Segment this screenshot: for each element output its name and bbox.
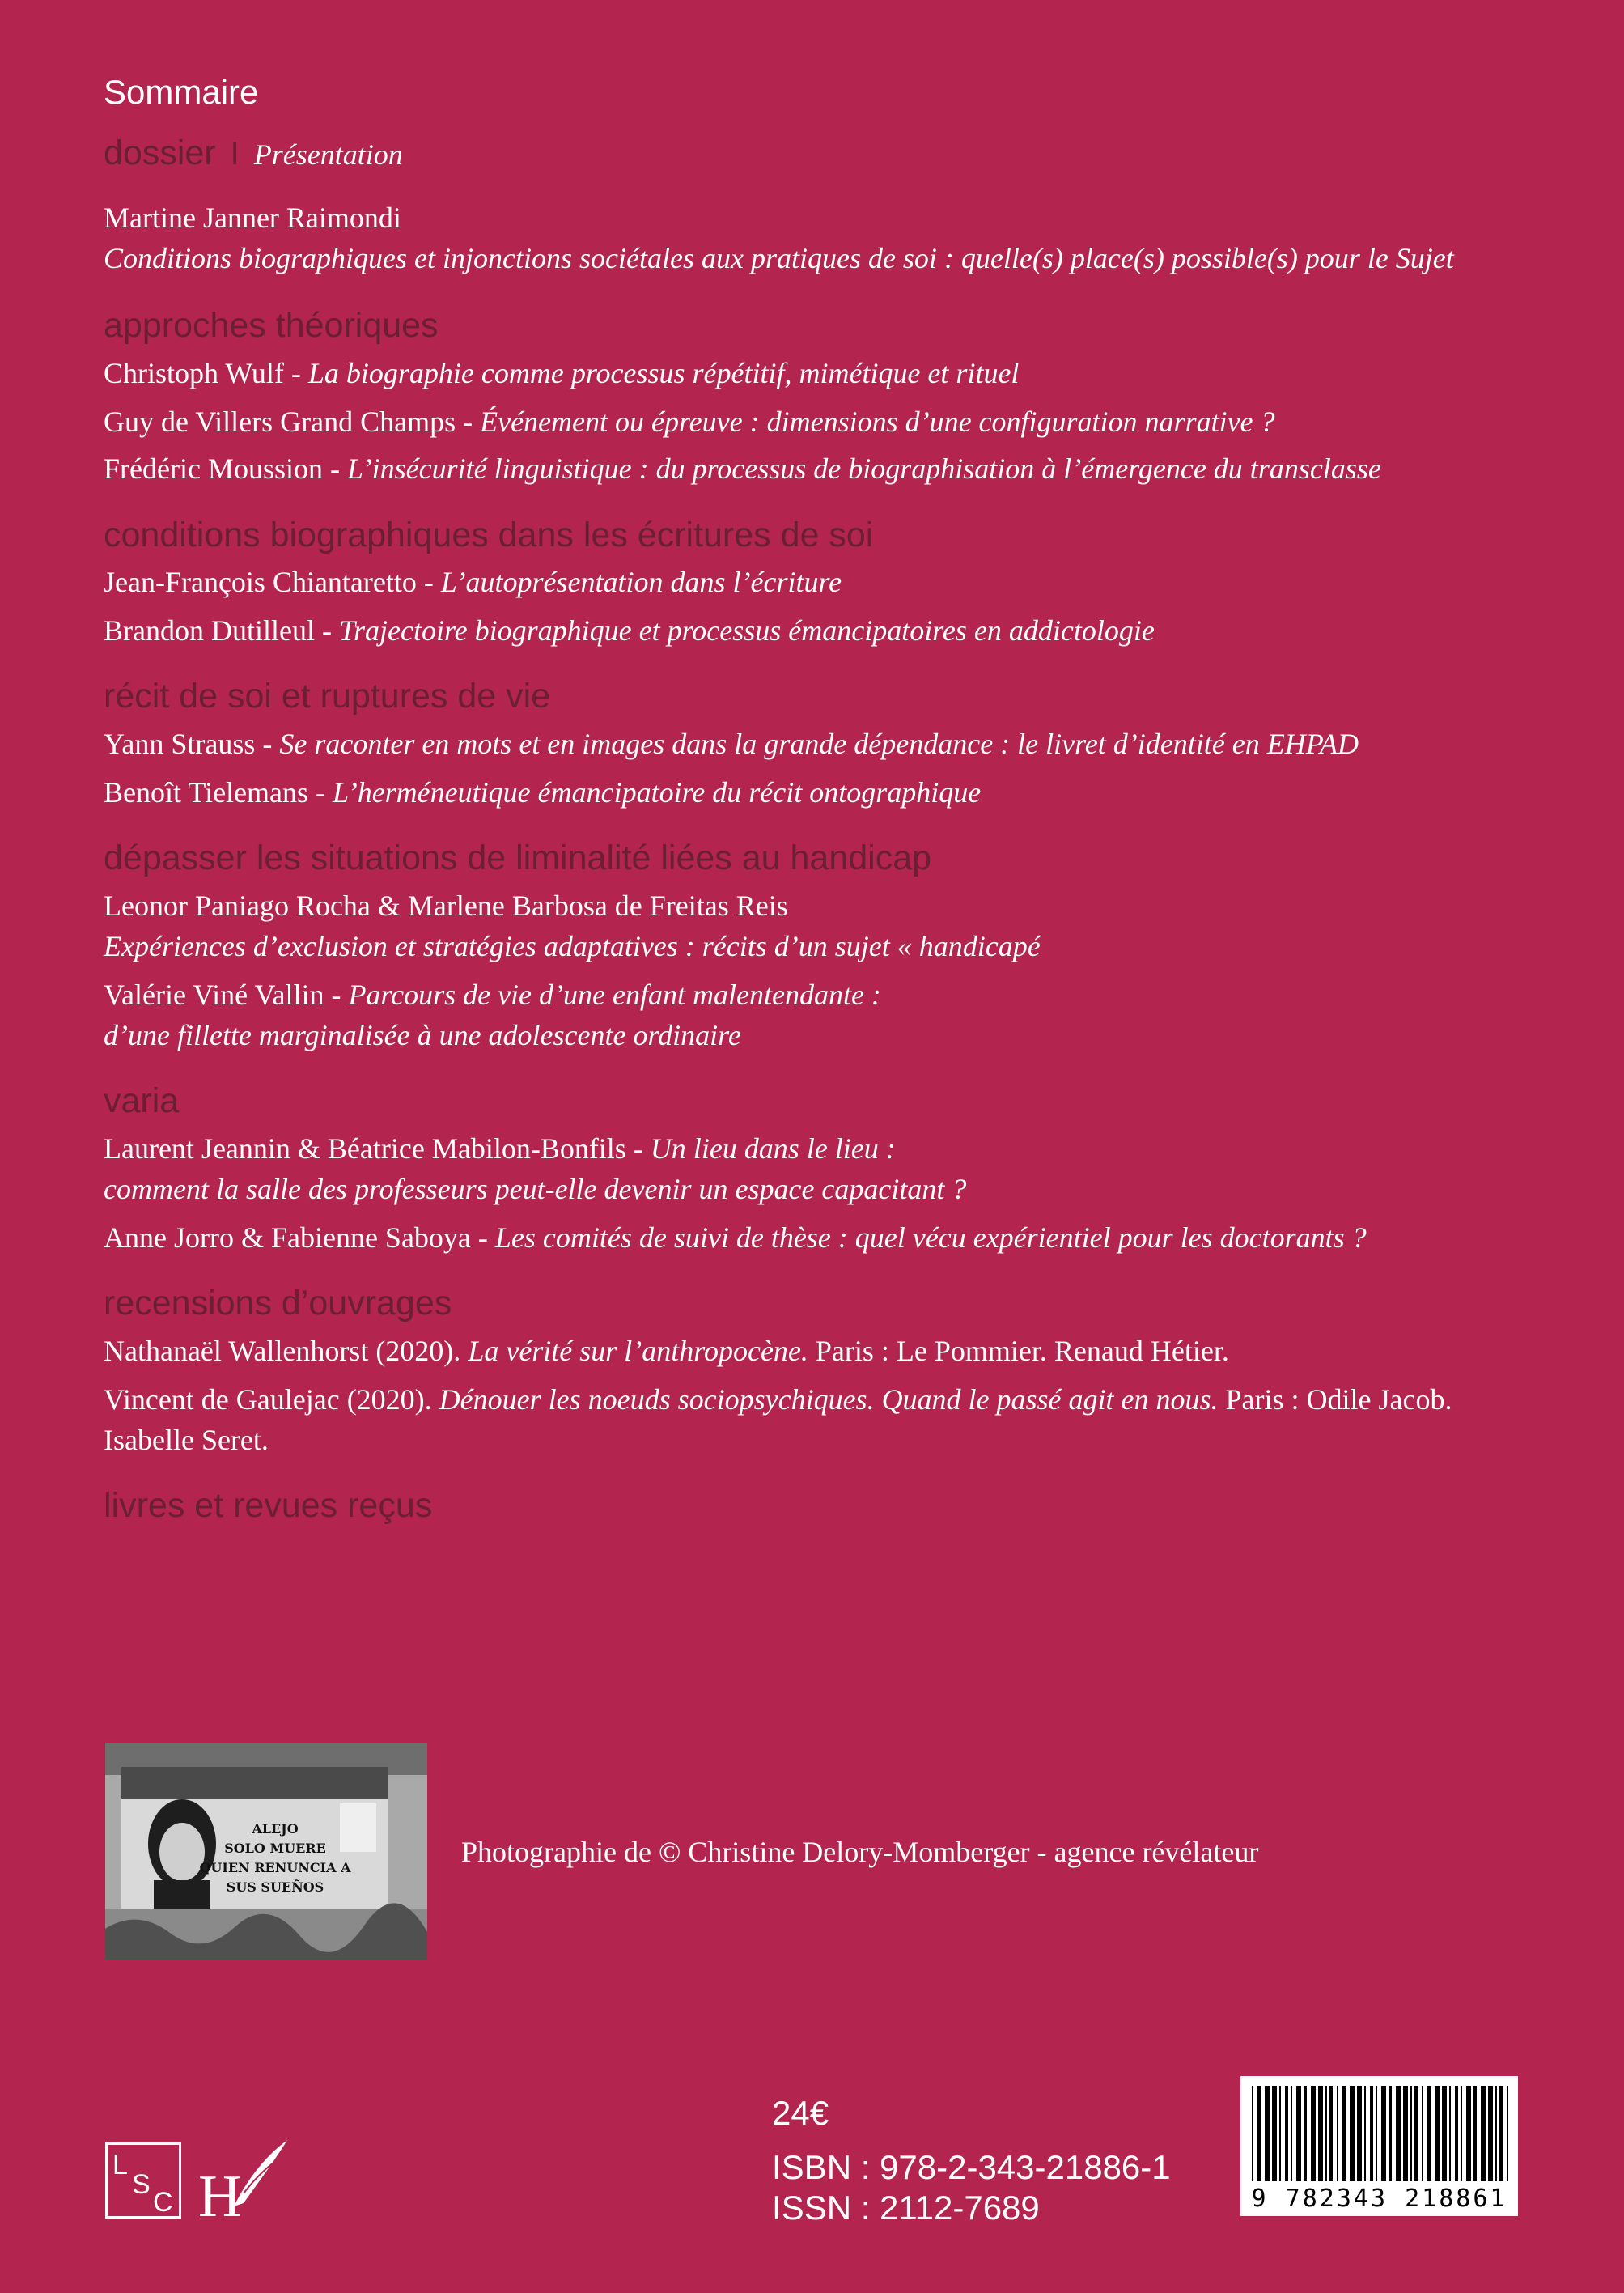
toc-entry: Benoît Tielemans - L’herméneutique émancipatoire du récit ontographique — [104, 776, 982, 809]
barcode-bar — [1337, 2086, 1338, 2181]
barcode-bar — [1370, 2086, 1373, 2181]
barcode-bar — [1376, 2086, 1377, 2181]
barcode-bar — [1296, 2086, 1301, 2181]
barcode-bar — [1285, 2086, 1288, 2181]
barcode-bar — [1427, 2086, 1431, 2181]
barcode-bar — [1357, 2086, 1362, 2181]
barcode-bar — [1257, 2086, 1261, 2181]
toc-entry: Guy de Villers Grand Champs - Événement ou épreuve : dimensions d’une configuration narrative ? — [104, 406, 1275, 438]
lsc-logo-letter: S — [132, 2169, 151, 2200]
section-heading-recit: récit de soi et ruptures de vie — [104, 677, 551, 716]
stencil-line: SUS SUEÑOS — [226, 1879, 324, 1895]
barcode-digits: 9 782343 218861 — [1251, 2185, 1507, 2213]
barcode-bar — [1389, 2086, 1392, 2181]
barcode-bar — [1473, 2086, 1477, 2181]
lsc-logo-letter: L — [112, 2150, 128, 2180]
barcode-bar — [1381, 2086, 1386, 2181]
stencil-line: QUIEN RENUNCIA A — [199, 1860, 351, 1875]
barcode-bar — [1311, 2086, 1316, 2181]
barcode-bar — [1507, 2086, 1508, 2181]
lsc-logo-letter: C — [153, 2187, 173, 2218]
barcode-bar — [1396, 2086, 1401, 2181]
toc-entry: Jean-François Chiantaretto - L’autoprésentation dans l’écriture — [104, 566, 842, 598]
barcode-bar — [1325, 2086, 1327, 2181]
barcode-bar — [1495, 2086, 1497, 2181]
section-heading-recensions: recensions d’ouvrages — [104, 1284, 452, 1323]
toc-entry-title-cont: d’une fillette marginalisée à une adolescente ordinaire — [104, 1019, 741, 1051]
harmattan-letter: H — [198, 2163, 242, 2224]
dossier-heading — [104, 134, 403, 173]
barcode-bar — [1272, 2086, 1277, 2181]
barcode-bar — [1291, 2086, 1292, 2181]
barcode-bar — [1318, 2086, 1323, 2181]
dossier-label: dossier — [104, 134, 216, 172]
toc-entry-title: Expériences d’exclusion et stratégies adaptatives : récits d’un sujet « handicapé — [104, 930, 1041, 962]
intro-title: Conditions biographiques et injonctions sociétales aux pratiques de soi : quelle(s) place(s) possible(s) pour le Sujet — [104, 242, 1454, 274]
barcode-bar — [1414, 2086, 1418, 2181]
barcode-bar — [1265, 2086, 1270, 2181]
barcode-bar — [1481, 2086, 1486, 2181]
toc-entry: Brandon Dutilleul - Trajectoire biographique et processus émancipatoires en addictologie — [104, 614, 1155, 647]
harmattan-logo — [197, 2135, 294, 2224]
toc-entry: Valérie Viné Vallin - Parcours de vie d’une enfant malentendante : — [104, 979, 881, 1011]
toc-entry-cont: Isabelle Seret. — [104, 1424, 269, 1456]
toc-entry: Frédéric Moussion - L’insécurité linguistique : du processus de biographisation à l’émergence du transclasse — [104, 452, 1381, 485]
lsc-logo — [105, 2142, 181, 2219]
toc-entry-title-cont: comment la salle des professeurs peut-elle devenir un espace capacitant ? — [104, 1173, 967, 1205]
cover-photograph — [105, 1743, 427, 1960]
barcode-bar — [1304, 2086, 1307, 2181]
barcode-bar — [1466, 2086, 1471, 2181]
barcode-bar — [1279, 2086, 1281, 2181]
toc-entry: Anne Jorro & Fabienne Saboya - Les comités de suivi de thèse : quel vécu expérientiel pour les doctorants ? — [104, 1221, 1367, 1254]
barcode-bar — [1435, 2086, 1440, 2181]
intro-author: Martine Janner Raimondi — [104, 202, 401, 234]
barcode-bar — [1364, 2086, 1366, 2181]
price: 24€ — [772, 2094, 829, 2132]
barcode-bar — [1499, 2086, 1503, 2181]
section-heading-livres: livres et revues reçus — [104, 1486, 433, 1525]
barcode-bar — [1342, 2086, 1346, 2181]
issn: ISSN : 2112-7689 — [772, 2189, 1040, 2227]
section-heading-conditions: conditions biographiques dans les écritures de soi — [104, 516, 874, 554]
barcode-bar — [1461, 2086, 1462, 2181]
photo-credit: Photographie de © Christine Delory-Momberger - agence révélateur — [461, 1836, 1259, 1868]
toc-entry: Vincent de Gaulejac (2020). Dénouer les noeuds sociopsychiques. Quand le passé agit en nous. Paris : Odile Jacob. — [104, 1383, 1452, 1416]
toc-entry: Laurent Jeannin & Béatrice Mabilon-Bonfils - Un lieu dans le lieu : — [104, 1132, 896, 1165]
toc-entry: Christoph Wulf - La biographie comme processus répétitif, mimétique et rituel — [104, 357, 1020, 389]
stencil-line: ALEJO — [252, 1821, 299, 1837]
dossier-separator: I — [230, 136, 240, 172]
barcode-bar — [1422, 2086, 1423, 2181]
section-heading-handicap: dépasser les situations de liminalité liées au handicap — [104, 839, 932, 877]
barcode-bar — [1455, 2086, 1458, 2181]
barcode — [1240, 2076, 1518, 2216]
dossier-presentation: Présentation — [253, 138, 403, 171]
barcode-bar — [1252, 2086, 1253, 2181]
barcode-bar — [1449, 2086, 1451, 2181]
photo-graphic — [105, 1743, 427, 1960]
barcode-bar — [1442, 2086, 1447, 2181]
isbn: ISBN : 978-2-343-21886-1 — [772, 2148, 1171, 2186]
section-heading-varia: varia — [104, 1081, 180, 1120]
page-title: Sommaire — [104, 73, 259, 111]
barcode-bar — [1329, 2086, 1333, 2181]
section-heading-approches: approches théoriques — [104, 306, 439, 345]
stencil-line: SOLO MUERE — [224, 1841, 326, 1856]
toc-entry: Nathanaël Wallenhorst (2020). La vérité sur l’anthropocène. Paris : Le Pommier. Renaud Hétier. — [104, 1335, 1229, 1367]
barcode-bar — [1403, 2086, 1408, 2181]
barcode-bar — [1410, 2086, 1412, 2181]
barcode-bar — [1350, 2086, 1355, 2181]
barcode-bar — [1488, 2086, 1493, 2181]
toc-entry: Yann Strauss - Se raconter en mots et en images dans la grande dépendance : le livret d’identité en EHPAD — [104, 728, 1359, 760]
toc-entry-author: Leonor Paniago Rocha & Marlene Barbosa de Freitas Reis — [104, 890, 788, 922]
